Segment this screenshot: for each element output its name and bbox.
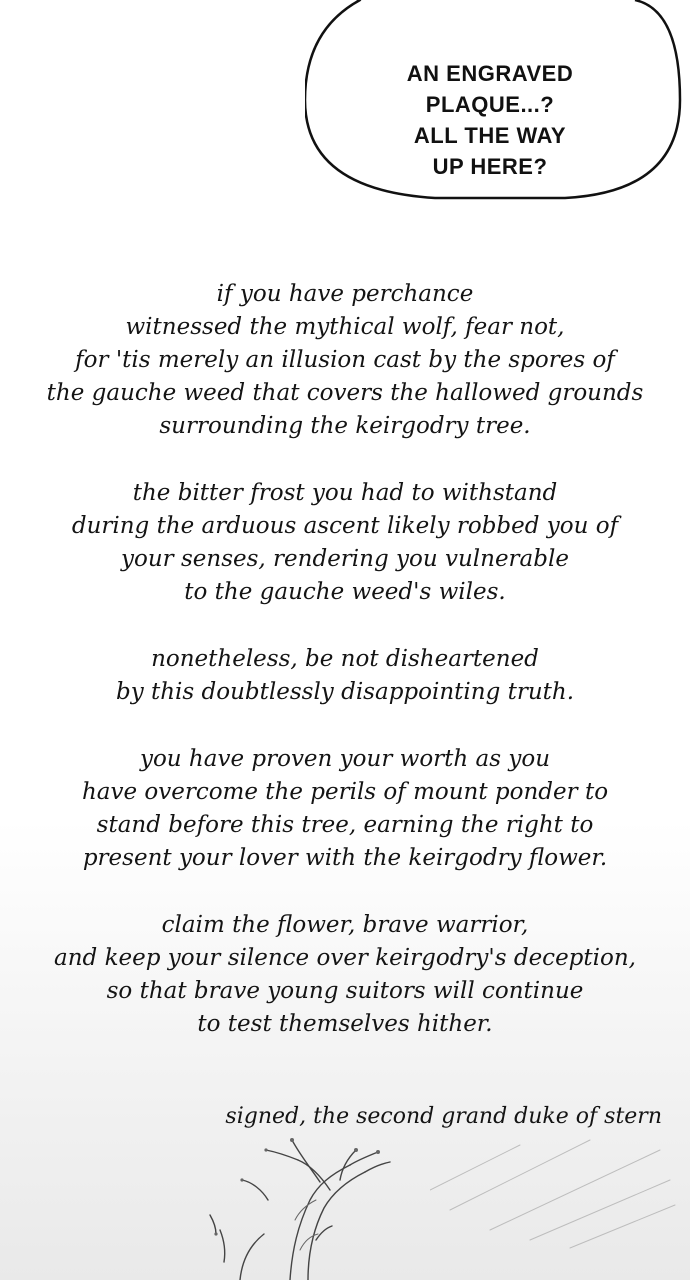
plaque-line: the gauche weed that covers the hallowed grounds [46,380,644,406]
plaque-line: have overcome the perils of mount ponder to [81,779,609,805]
plaque-paragraph [0,743,690,875]
plaque-line: present your lover with the keirgodry flower. [82,845,608,871]
engraved-plaque-text [0,278,690,1075]
speech-line: PLAQUE...? [425,92,555,117]
speech-line: UP HERE? [432,154,548,179]
speech-line: AN ENGRAVED [406,61,574,86]
wind-streaks [430,1100,680,1250]
plaque-paragraph [0,643,690,709]
speech-line: ALL THE WAY [413,123,567,148]
plaque-signature: signed, the second grand duke of stern [225,1104,662,1129]
plaque-line: you have proven your worth as you [139,746,551,772]
tree-sketch-illustration [180,1130,440,1280]
plaque-line: claim the flower, brave warrior, [161,912,529,938]
plaque-line: for 'tis merely an illusion cast by the spores of [75,347,615,373]
speech-bubble-text [345,58,635,182]
plaque-paragraph [0,477,690,609]
plaque-line: stand before this tree, earning the right to [96,812,594,838]
plaque-line: your senses, rendering you vulnerable [121,546,569,572]
plaque-line: the bitter frost you had to withstand [132,480,558,506]
plaque-line: witnessed the mythical wolf, fear not, [125,314,565,340]
plaque-line: so that brave young suitors will continue [106,978,584,1004]
plaque-line: surrounding the keirgodry tree. [159,413,531,439]
plaque-line: if you have perchance [216,281,474,307]
speech-bubble [305,0,685,215]
plaque-line: nonetheless, be not disheartened [151,646,539,672]
plaque-paragraph [0,278,690,443]
plaque-line: to the gauche weed's wiles. [184,579,506,605]
plaque-line: to test themselves hither. [197,1011,493,1037]
plaque-line: by this doubtlessly disappointing truth. [115,679,575,705]
plaque-line: during the arduous ascent likely robbed you of [71,513,619,539]
plaque-paragraph [0,909,690,1041]
plaque-line: and keep your silence over keirgodry's deception, [54,945,636,971]
